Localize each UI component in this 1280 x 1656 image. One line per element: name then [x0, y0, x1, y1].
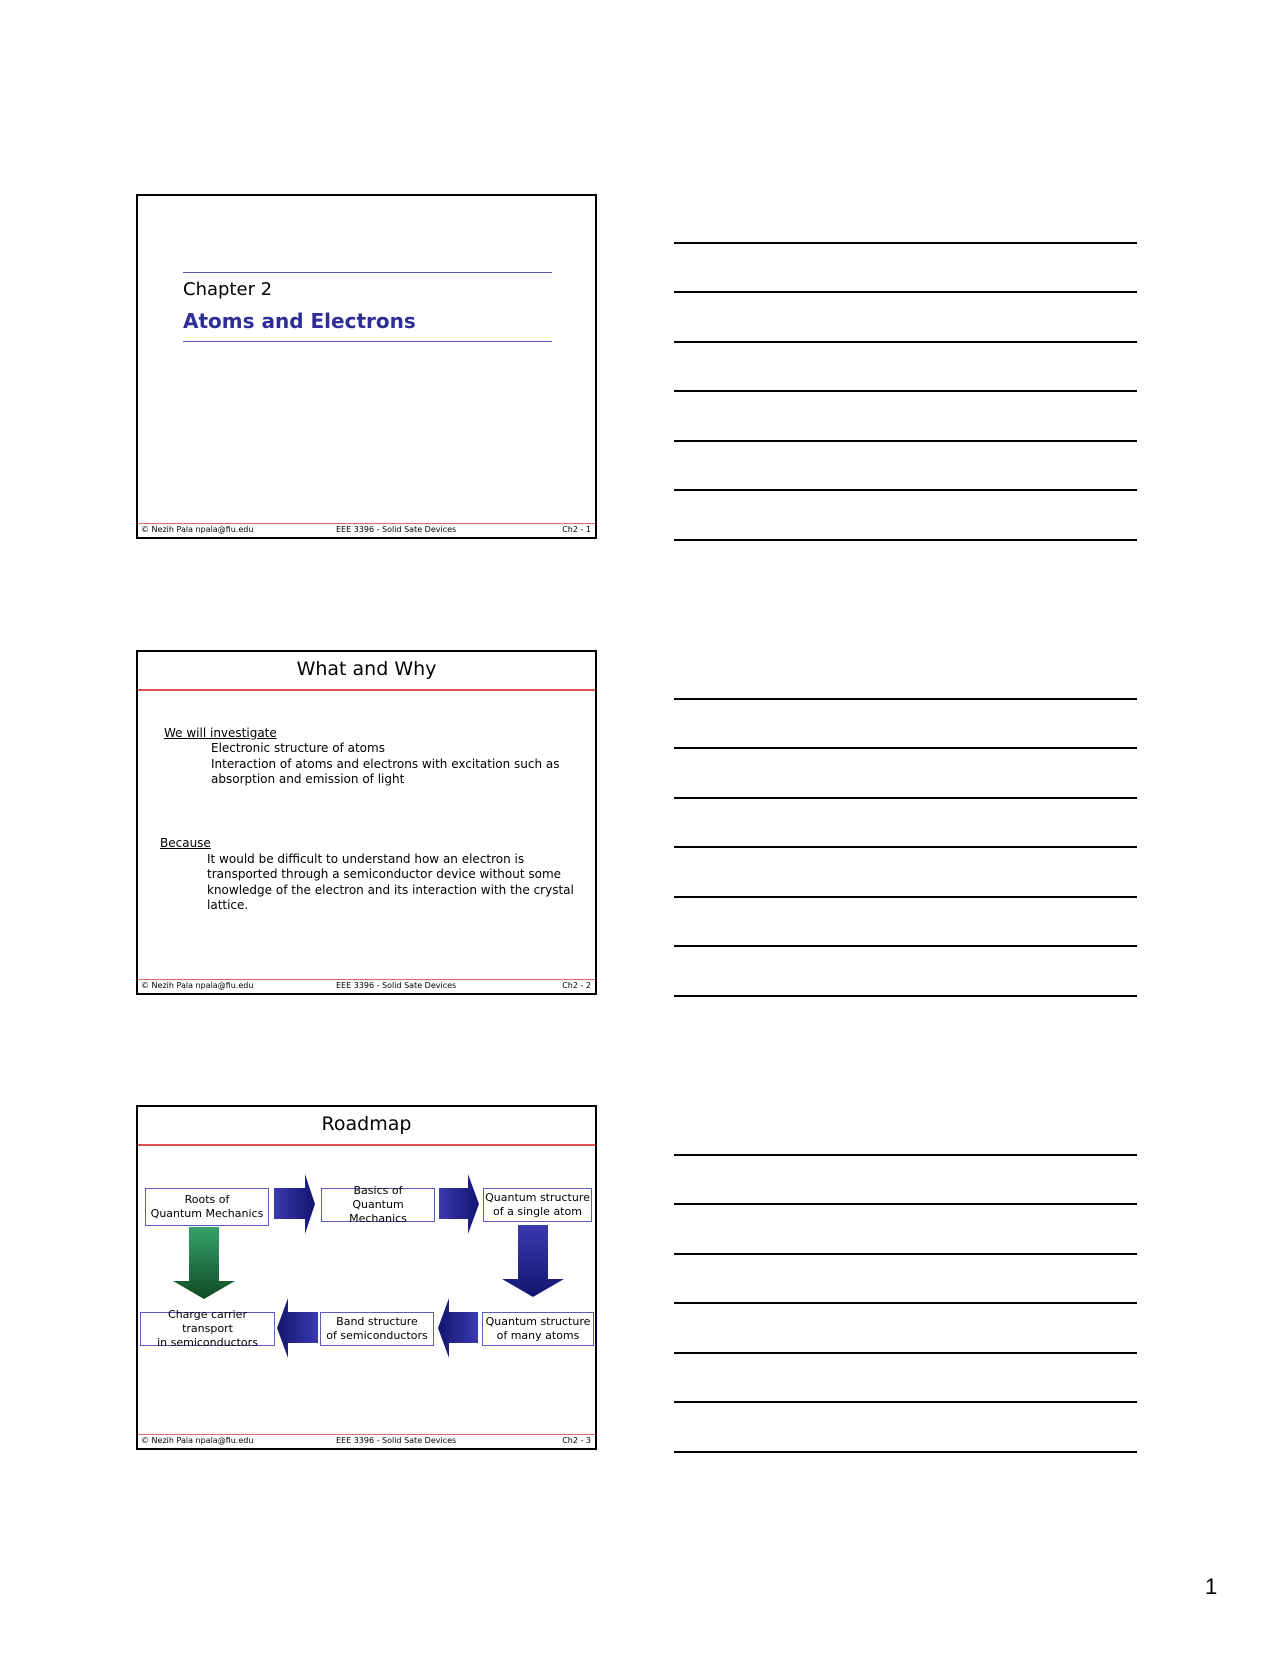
note-line	[674, 846, 1137, 848]
investigate-heading: We will investigate	[164, 726, 277, 740]
note-line	[674, 489, 1137, 491]
slide-3	[136, 1105, 597, 1450]
box-line: of many atoms	[496, 1329, 580, 1342]
box-charge-transport	[140, 1308, 275, 1349]
note-line	[674, 945, 1137, 947]
note-line	[674, 440, 1137, 442]
note-line	[674, 747, 1137, 749]
because-line: lattice.	[207, 898, 249, 912]
page-number: 1	[1205, 1574, 1218, 1599]
note-line	[674, 995, 1137, 997]
title-rule	[138, 689, 595, 691]
box-basics-of-qm	[321, 1184, 435, 1225]
chapter-label: Chapter 2	[183, 279, 273, 300]
arrow-down-green-icon	[173, 1227, 235, 1299]
box-single-atom	[483, 1188, 592, 1222]
note-line	[674, 291, 1137, 293]
footer-page: Ch2 - 2	[562, 981, 591, 990]
footer-course: EEE 3396 - Solid Sate Devices	[336, 1436, 457, 1445]
box-line: Basics of	[353, 1184, 403, 1197]
footer-author: © Nezih Pala npala@fiu.edu	[141, 981, 254, 990]
box-roots-of-qm	[145, 1188, 269, 1226]
footer-course: EEE 3396 - Solid Sate Devices	[336, 981, 457, 990]
footer-page: Ch2 - 1	[562, 525, 591, 534]
note-line	[674, 242, 1137, 244]
box-line: Quantum structure	[485, 1191, 590, 1204]
box-line: Band structure	[336, 1315, 418, 1328]
box-line: Quantum structure	[485, 1315, 591, 1328]
note-line	[674, 1451, 1137, 1453]
arrow-right-icon	[439, 1174, 479, 1234]
slide-2	[136, 650, 597, 995]
slide-footer	[138, 979, 595, 993]
note-line	[674, 698, 1137, 700]
investigate-item: Electronic structure of atoms	[211, 741, 385, 755]
box-line: in semiconductors	[157, 1336, 258, 1349]
chapter-top-rule	[183, 272, 552, 273]
box-line: of a single atom	[493, 1205, 582, 1218]
investigate-item: Interaction of atoms and electrons with excitation such as	[211, 757, 560, 771]
box-many-atoms	[482, 1312, 594, 1346]
arrow-left-icon	[277, 1298, 318, 1358]
note-line	[674, 896, 1137, 898]
note-line	[674, 390, 1137, 392]
slide-title: Roadmap	[321, 1113, 412, 1135]
chapter-title: Atoms and Electrons	[183, 309, 416, 333]
because-line: It would be difficult to understand how an electron is	[207, 852, 525, 866]
footer-author: © Nezih Pala npala@fiu.edu	[141, 1436, 254, 1445]
investigate-item: absorption and emission of light	[211, 772, 405, 786]
box-line: Roots of	[184, 1193, 230, 1206]
footer-page: Ch2 - 3	[562, 1436, 591, 1445]
note-line	[674, 1203, 1137, 1205]
box-line: of semiconductors	[326, 1329, 428, 1342]
note-line	[674, 341, 1137, 343]
slide-footer	[138, 1434, 595, 1448]
box-line: Quantum Mechanics	[150, 1207, 264, 1220]
title-rule	[138, 1144, 595, 1146]
box-band-structure	[320, 1312, 434, 1346]
chapter-bottom-rule	[183, 341, 552, 342]
note-line	[674, 539, 1137, 541]
note-line	[674, 1352, 1137, 1354]
footer-author: © Nezih Pala npala@fiu.edu	[141, 525, 254, 534]
arrow-right-icon	[274, 1174, 315, 1234]
note-line	[674, 1401, 1137, 1403]
note-line	[674, 1302, 1137, 1304]
note-line	[674, 1253, 1137, 1255]
box-line: Quantum Mechanics	[349, 1198, 407, 1225]
arrow-left-icon	[438, 1298, 478, 1358]
slide-footer	[138, 523, 595, 537]
box-line: Charge carrier transport	[168, 1308, 247, 1335]
footer-course: EEE 3396 - Solid Sate Devices	[336, 525, 457, 534]
because-line: knowledge of the electron and its interaction with the crystal	[207, 883, 574, 897]
because-line: transported through a semiconductor device without some	[207, 867, 562, 881]
because-heading: Because	[160, 836, 211, 850]
arrow-down-icon	[502, 1225, 564, 1297]
note-line	[674, 1154, 1137, 1156]
note-line	[674, 797, 1137, 799]
slide-1	[136, 194, 597, 539]
slide-title: What and Why	[296, 658, 437, 680]
